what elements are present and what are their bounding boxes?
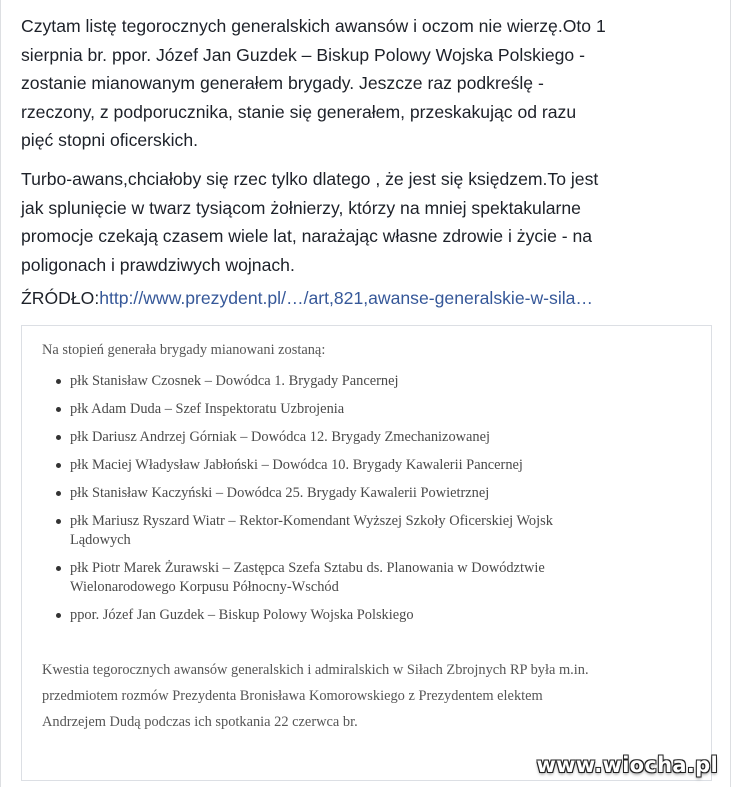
embed-heading: Na stopień generała brygady mianowani zostaną: xyxy=(42,342,326,358)
embed-note-line: Kwestia tegorocznych awansów generalskich i admiralskich w Siłach Zbrojnych RP była m.in. xyxy=(42,662,589,678)
bullet-icon xyxy=(56,613,61,618)
bullet-icon xyxy=(56,435,61,440)
post-text-line: Turbo-awans,chciałoby się rzec tylko dlatego , że jest się księdzem.To jest xyxy=(21,169,599,189)
bullet-icon xyxy=(56,566,61,571)
list-item-text: płk Piotr Marek Żurawski – Zastępca Szefa Sztabu ds. Planowania w Dowództwie xyxy=(70,560,545,576)
list-item xyxy=(42,606,682,625)
embed-note xyxy=(42,657,682,735)
post-paragraph-2 xyxy=(21,165,711,279)
post-text-line: promocje czekają czasem wiele lat, narażając własne zdrowie i życie - na xyxy=(21,226,593,246)
list-item-text: ppor. Józef Jan Guzdek – Biskup Polowy Wojska Polskiego xyxy=(70,607,414,623)
bullet-icon xyxy=(56,519,61,524)
post-text-line: jak splunięcie w twarz tysiącom żołnierzy, którzy na mniej spektakularne xyxy=(21,197,581,218)
embed-note-line: Andrzejem Dudą podczas ich spotkania 22 czerwca br. xyxy=(42,714,358,730)
post-paragraph-1 xyxy=(21,12,711,155)
list-item-text: płk Mariusz Ryszard Wiatr – Rektor-Komendant Wyższej Szkoły Oficerskiej Wojsk xyxy=(70,513,553,529)
embedded-article-screenshot xyxy=(21,325,712,781)
list-item xyxy=(42,559,682,597)
list-item xyxy=(42,372,682,391)
list-item xyxy=(42,400,682,419)
post-text-line: rzeczony, z podporucznika, stanie się generałem, przeskakując od razu xyxy=(21,101,577,122)
list-item-text: płk Maciej Władysław Jabłoński – Dowódca 10. Brygady Kawalerii Pancernej xyxy=(70,457,523,473)
post-text-line: zostanie mianowanym generałem brygady. Jeszcze raz podkreślę - xyxy=(21,73,544,93)
bullet-icon xyxy=(56,407,61,412)
list-item xyxy=(42,456,682,475)
promotion-list xyxy=(42,372,682,634)
source-link[interactable]: http://www.prezydent.pl/…/art,821,awanse-generalskie-w-sila… xyxy=(99,288,594,308)
bullet-icon xyxy=(56,379,61,384)
post-text-line: sierpnia br. ppor. Józef Jan Guzdek – Biskup Polowy Wojska Polskiego - xyxy=(21,44,585,65)
bullet-icon xyxy=(56,491,61,496)
site-watermark: www.wiocha.pl xyxy=(536,753,718,777)
source-label: ŹRÓDŁO: xyxy=(21,288,100,308)
list-item-text: płk Adam Duda – Szef Inspektoratu Uzbrojenia xyxy=(70,401,345,417)
list-item-text: Wielonarodowego Korpusu Północny-Wschód xyxy=(70,579,339,595)
post-text-line: poligonach i prawdziwych wojnach. xyxy=(21,254,295,275)
list-item-text: płk Dariusz Andrzej Górniak – Dowódca 12. Brygady Zmechanizowanej xyxy=(70,429,490,445)
list-item xyxy=(42,484,682,503)
post-text-line: pięć stopni oficerskich. xyxy=(21,130,198,150)
post-text-line: Czytam listę tegorocznych generalskich awansów i oczom nie wierzę.Oto 1 xyxy=(21,16,606,36)
list-item-text: płk Stanisław Kaczyński – Dowódca 25. Brygady Kawalerii Powietrznej xyxy=(70,485,490,501)
embed-note-line: przedmiotem rozmów Prezydenta Bronisława Komorowskiego z Prezydentem elektem xyxy=(42,688,543,704)
list-item-text: Lądowych xyxy=(70,532,131,548)
list-item xyxy=(42,512,682,550)
source-line xyxy=(21,284,593,312)
bullet-icon xyxy=(56,463,61,468)
list-item-text: płk Stanisław Czosnek – Dowódca 1. Brygady Pancernej xyxy=(70,373,399,389)
list-item xyxy=(42,428,682,447)
